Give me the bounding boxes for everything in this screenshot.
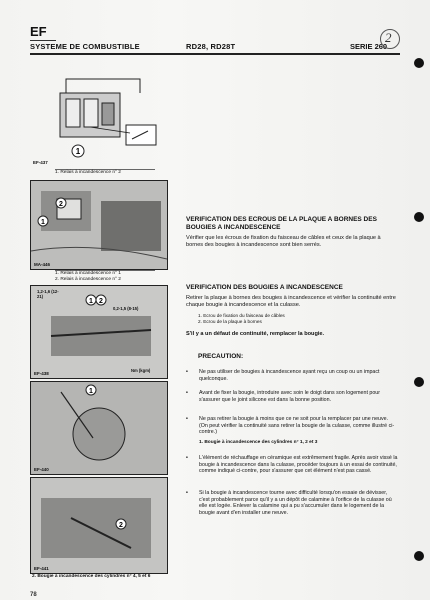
figure-ef-441: [30, 477, 168, 574]
figure-ef-437: [30, 63, 166, 167]
callout-number: 1: [89, 388, 93, 395]
figure-caption: 1. Relais à incandescence n° 1: [55, 271, 121, 276]
binder-hole: [414, 551, 424, 561]
section-text-1: Vérifier que les écrous de fixation du faisceau de câbles et ceux de la plaque à bornes des bougies à incandescence sont bien serrés.: [186, 235, 381, 248]
relay-diagram: [30, 63, 166, 167]
figure-ma-446: [30, 180, 168, 270]
section-title-2: VERIFICATION DES BOUGIES A INCANDESCENCE: [186, 284, 343, 291]
torque-spec-2: 0,2-1,5 (8-15): [113, 306, 139, 311]
callout-number: 1: [41, 219, 45, 226]
torque-unit: Nm (kgm): [131, 368, 151, 373]
sub-caption: 1. Bougie à incandescence des cylindres n° 1, 2 et 3: [199, 440, 318, 445]
precaution-bullet: • Ne pas utiliser de bougies à incandescence ayant reçu un coup ou un impact quelconque.: [186, 369, 380, 382]
continuity-test-photo: [31, 382, 167, 474]
handwritten-number: 2: [385, 30, 392, 45]
page-number: 78: [30, 592, 37, 598]
binder-hole: [414, 212, 424, 222]
precaution-bullet: • L'élément de réchauffage en céramique est extrêmement fragile. Après avoir vissé la bougie à incandescence dans la culasse, procéder toujours à un essai de continuité, comme indiqué ci-contre, pour s'assurer que cet élément n'est pas cassé.: [186, 455, 398, 475]
torque-spec-1: 1,2-1,6 (12-21): [37, 289, 59, 299]
instruction: S'il y a un défaut de continuité, remplacer la bougie.: [186, 331, 325, 337]
figure-ef-440: [30, 381, 168, 475]
callout-number: 2: [119, 522, 123, 529]
figure-caption: 1. Relais à incandescence n° 2: [55, 170, 121, 175]
serie: SERIE 260: [350, 42, 388, 51]
models: RD28, RD28T: [186, 42, 236, 51]
binder-hole: [414, 377, 424, 387]
figure-caption: 2. Relais à incandescence n° 2: [55, 277, 121, 282]
header-rule: [30, 53, 400, 55]
figure-label: EF-440: [34, 467, 49, 472]
callout-number: 2: [99, 298, 103, 305]
section-text-2: Retirer la plaque à bornes des bougies à incandescence et vérifier la continuité entre chaque bougie à incandescence et la culasse.: [186, 295, 396, 308]
legend-item: 1. Ecrou de fixation du faisceau de câbles: [198, 313, 285, 318]
precaution-title: PRECAUTION:: [198, 353, 244, 360]
callout-number: 1: [75, 147, 81, 156]
callout-number: 1: [89, 298, 93, 305]
section-code-rule: [30, 40, 56, 41]
section-code: EF: [30, 24, 47, 39]
callout-number: 2: [59, 201, 63, 208]
figure-label: EF-441: [34, 566, 49, 571]
section-title-1: VERIFICATION DES ECROUS DE LA PLAQUE A BORNES DES BOUGIES A INCANDESCENCE: [186, 216, 377, 231]
figure-ef-438: [30, 285, 168, 379]
glow-plug-terminal-photo: [31, 286, 167, 378]
precaution-bullet: • Si la bougie à incandescence tourne avec difficulté lorsqu'on essaie de dévisser, c'est probablement parce qu'il y a un dépôt de calamine à l'orifice de la culasse où elle est logée. Enlever la calamine qui a pu s'accumuler dans le logement de la bougie avant d'en installer une neuve.: [186, 490, 392, 516]
glow-plug-456-photo: [31, 478, 167, 573]
figure-label: EF-437: [33, 160, 48, 165]
legend-item: 2. Ecrou de la plaque à bornes: [198, 319, 262, 324]
binder-hole: [414, 58, 424, 68]
figure-label: EF-438: [34, 371, 49, 376]
figure-label: MA-446: [34, 262, 51, 267]
precaution-bullet: • Ne pas retirer la bougie à moins que ce ne soit pour la remplacer par une neuve. (On peut vérifier la continuité sans retirer la bougie de la culasse, comme illustré ci-contre.): [186, 416, 395, 436]
precaution-bullet: • Avant de fixer la bougie, introduire avec soin le doigt dans son logement pour s'assurer que le joint silicone est dans la bonne position.: [186, 390, 380, 403]
engine-bay-photo: [31, 181, 167, 269]
figure-caption: 2. Bougie à incandescence des cylindres n° 4, 5 et 6: [32, 574, 151, 579]
section-title: SYSTEME DE COMBUSTIBLE: [30, 42, 140, 51]
